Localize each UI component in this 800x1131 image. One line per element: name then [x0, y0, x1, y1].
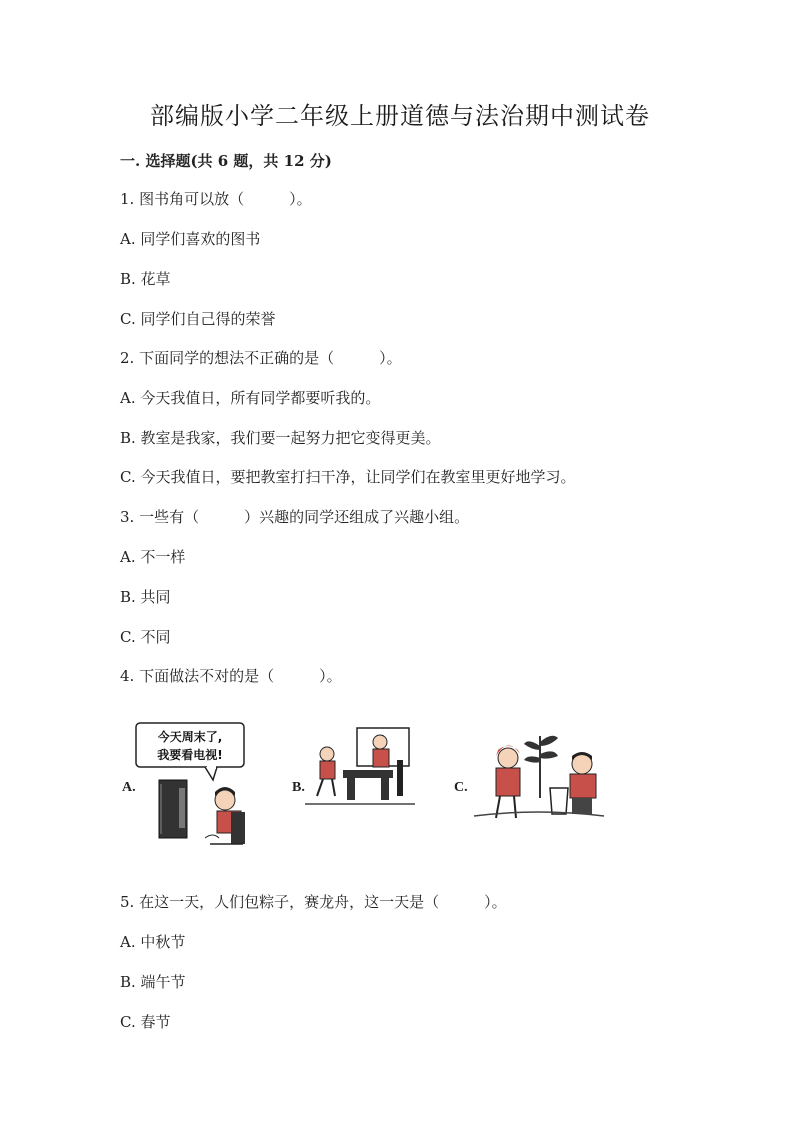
question-2-option-a[interactable]: A. 今天我值日，所有同学都要听我的。	[120, 389, 381, 407]
question-1-stem: 1. 图书角可以放（ ）。	[120, 190, 312, 208]
question-1-option-b[interactable]: B. 花草	[120, 270, 171, 288]
tv-watching-illustration	[135, 722, 250, 847]
question-5-stem: 5. 在这一天，人们包粽子，赛龙舟，这一天是（ ）。	[120, 893, 507, 911]
question-2-option-c[interactable]: C. 今天我值日，要把教室打扫干净，让同学们在教室里更好地学习。	[120, 468, 576, 486]
question-4-stem: 4. 下面做法不对的是（ ）。	[120, 667, 342, 685]
question-3-option-c[interactable]: C. 不同	[120, 628, 171, 646]
speech-bubble-line-2: 我要看电视!	[157, 748, 223, 762]
question-5-option-b[interactable]: B. 端午节	[120, 973, 186, 991]
question-1-option-c[interactable]: C. 同学们自己得的荣誉	[120, 310, 276, 328]
question-1-option-a[interactable]: A. 同学们喜欢的图书	[120, 230, 261, 248]
page-title: 部编版小学二年级上册道德与法治期中测试卷	[150, 102, 650, 130]
question-3-stem: 3. 一些有（ ）兴趣的同学还组成了兴趣小组。	[120, 508, 470, 526]
section-heading: 一. 选择题(共 6 题，共 12 分)	[120, 152, 332, 170]
question-5-option-a[interactable]: A. 中秋节	[120, 933, 186, 951]
speech-bubble-line-1: 今天周末了,	[157, 730, 223, 744]
bucket-icon	[550, 788, 568, 814]
question-4-image-a-label[interactable]: A.	[122, 780, 136, 795]
classroom-cleaning-illustration	[305, 726, 415, 808]
question-3-option-a[interactable]: A. 不一样	[120, 548, 186, 566]
question-4-image-c-label[interactable]: C.	[454, 780, 468, 795]
question-2-option-b[interactable]: B. 教室是我家，我们要一起努力把它变得更美。	[120, 429, 441, 447]
question-5-option-c[interactable]: C. 春节	[120, 1013, 171, 1031]
question-3-option-b[interactable]: B. 共同	[120, 588, 171, 606]
question-4-image-b-label[interactable]: B.	[292, 780, 305, 795]
tree-planting-illustration	[468, 728, 608, 820]
question-2-stem: 2. 下面同学的想法不正确的是（ ）。	[120, 349, 402, 367]
